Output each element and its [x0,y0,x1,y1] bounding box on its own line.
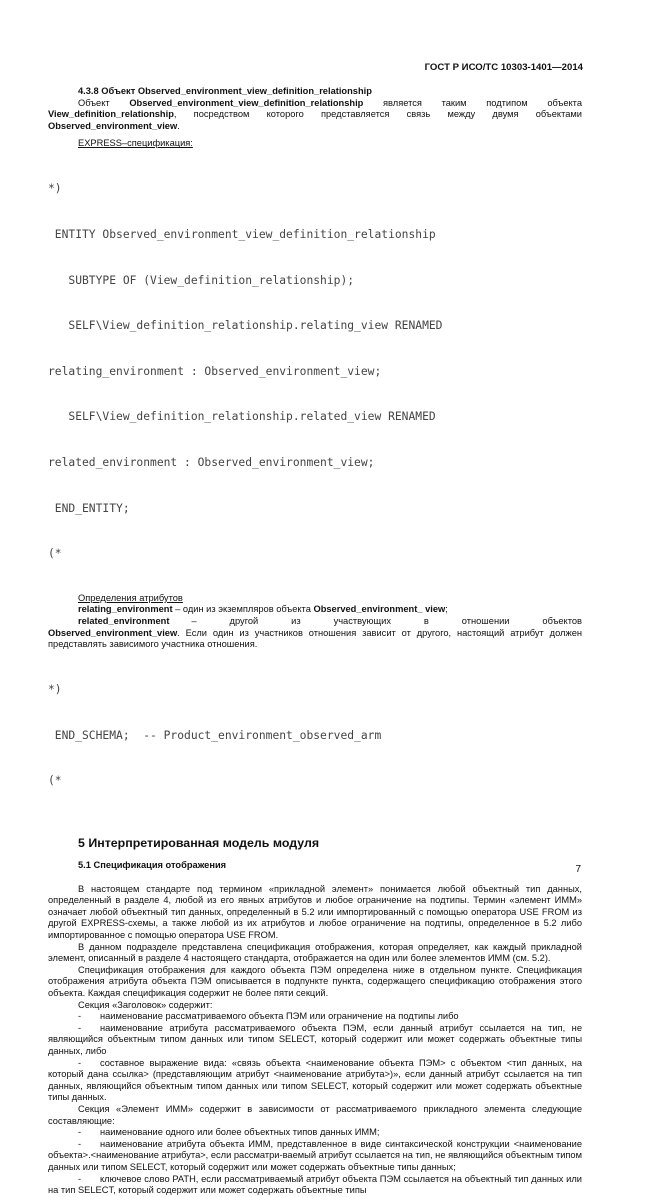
paragraph: Секция «Элемент ИММ» содержит в зависимости от рассматриваемого прикладного элемента следующие составляющие: [48,1103,582,1126]
document-header: ГОСТ Р ИСО/ТС 10303-1401—2014 [424,62,583,73]
paragraph: В данном подразделе представлена спецификация отображения, которая определяет, как каждый прикладной элемент, описанный в разделе 4 настоящего стандарта, отображается на один или более элементов ИММ (см. 5.2). [48,941,582,964]
code-line: *) [48,182,62,196]
list-item: - наименование рассматриваемого объекта ПЭМ или ограничение на подтипы либо [78,1011,459,1022]
list-item: - наименование атрибута объекта ИММ, представленное в виде синтаксической конструкции <наименование объекта>.<наименование атрибута>, если рассматри-ваемый атрибут ссылается на тип, не являющийся объектным типом данных или типом SELECT, который содержит или может содержать объектные типы данных; [48,1138,582,1172]
code-line: SELF\View_definition_relationship.related_view RENAMED [48,410,436,424]
section-5-1-title: 5.1 Спецификация отображения [78,860,227,871]
list-item: - ключевое слово PATH, если рассматриваемый атрибут объекта ПЭМ ссылается на объектный тип данных или на тип SELECT, который содержит или может содержать объектные типы [48,1173,582,1196]
page-content [48,86,582,1197]
express-schema-end-block [48,652,582,819]
code-line: END_ENTITY; [48,501,130,515]
paragraph: Спецификация отображения для каждого объекта ПЭМ определена ниже в отдельном пункте. Спецификация отображения атрибута объекта ПЭМ описывается в подпункте пункта, содержащего спецификацию отображения этого объекта. Каждая спецификация содержит не более пяти секций. [48,964,582,998]
paragraph: Секция «Заголовок» содержит: [78,999,213,1010]
code-line: (* [48,547,62,561]
code-line: (* [48,774,62,788]
express-code-block [48,151,582,592]
attribute-definitions-label: Определения атрибутов [78,592,183,603]
code-line: END_SCHEMA; -- Product_environment_observed_arm [48,728,382,742]
section-5-title: 5 Интерпретированная модель модуля [78,836,320,851]
list-item: - наименование атрибута рассматриваемого объекта ПЭМ, если данный атрибут ссылается на тип, не являющийся объектным типом данных или типом SELECT, который содержит или может содержать объектные типы данных, либо [48,1022,582,1056]
attribute-related-environment: related_environment – другой из участвующих в отношении объектов Observed_environment_view. Если один из участников отношения зависит от другого, настоящий атрибут должен представлять зависимого участника отношения. [48,616,582,650]
code-line: relating_environment : Observed_environment_view; [48,364,382,378]
section-4-3-8-paragraph: Объект Observed_environment_view_definition_relationship является таким подтипом объекта View_definition_relationship, посредством которого представляется связь между двумя объектами Observed_environment_view. [48,97,582,131]
code-line: SELF\View_definition_relationship.relating_view RENAMED [48,319,443,333]
list-item: - составное выражение вида: «связь объекта <наименование объекта ПЭМ> с объектом <тип данных, на который дана ссылка> (представляющим атрибут <наименование атрибута>)», если данный атрибут ссылается на тип данных, являющийся объектным типом данных или типом SELECT, который содержит или может содержать объектные типы данных. [48,1057,582,1103]
express-spec-label: EXPRESS–спецификация: [78,138,193,149]
code-line: related_environment : Observed_environment_view; [48,456,375,470]
code-line: ENTITY Observed_environment_view_definition_relationship [48,227,436,241]
section-4-3-8-title: 4.3.8 Объект Observed_environment_view_definition_relationship [78,86,372,96]
list-item: - наименование одного или более объектных типов данных ИММ; [78,1127,380,1138]
attribute-relating-environment: relating_environment – один из экземпляров объекта Observed_environment_ view; [78,604,448,615]
code-line: SUBTYPE OF (View_definition_relationship); [48,273,355,287]
code-line: *) [48,683,62,697]
page-number: 7 [575,864,581,875]
paragraph: В настоящем стандарте под термином «прикладной элемент» понимается любой объектный тип данных, определенный в разделе 4, любой из его явных атрибутов и любое ограничение на подтипы. Термин «элемент ИММ» означает любой объектный тип данных, определенный в 5.2 или импортированный с помощью оператора USE FROM из другой EXPRESS-схемы, а также любой из их атрибутов и любое ограничение на подтипы, определенное в 5.2 либо импортированное с помощью оператора USE FROM. [48,883,582,941]
